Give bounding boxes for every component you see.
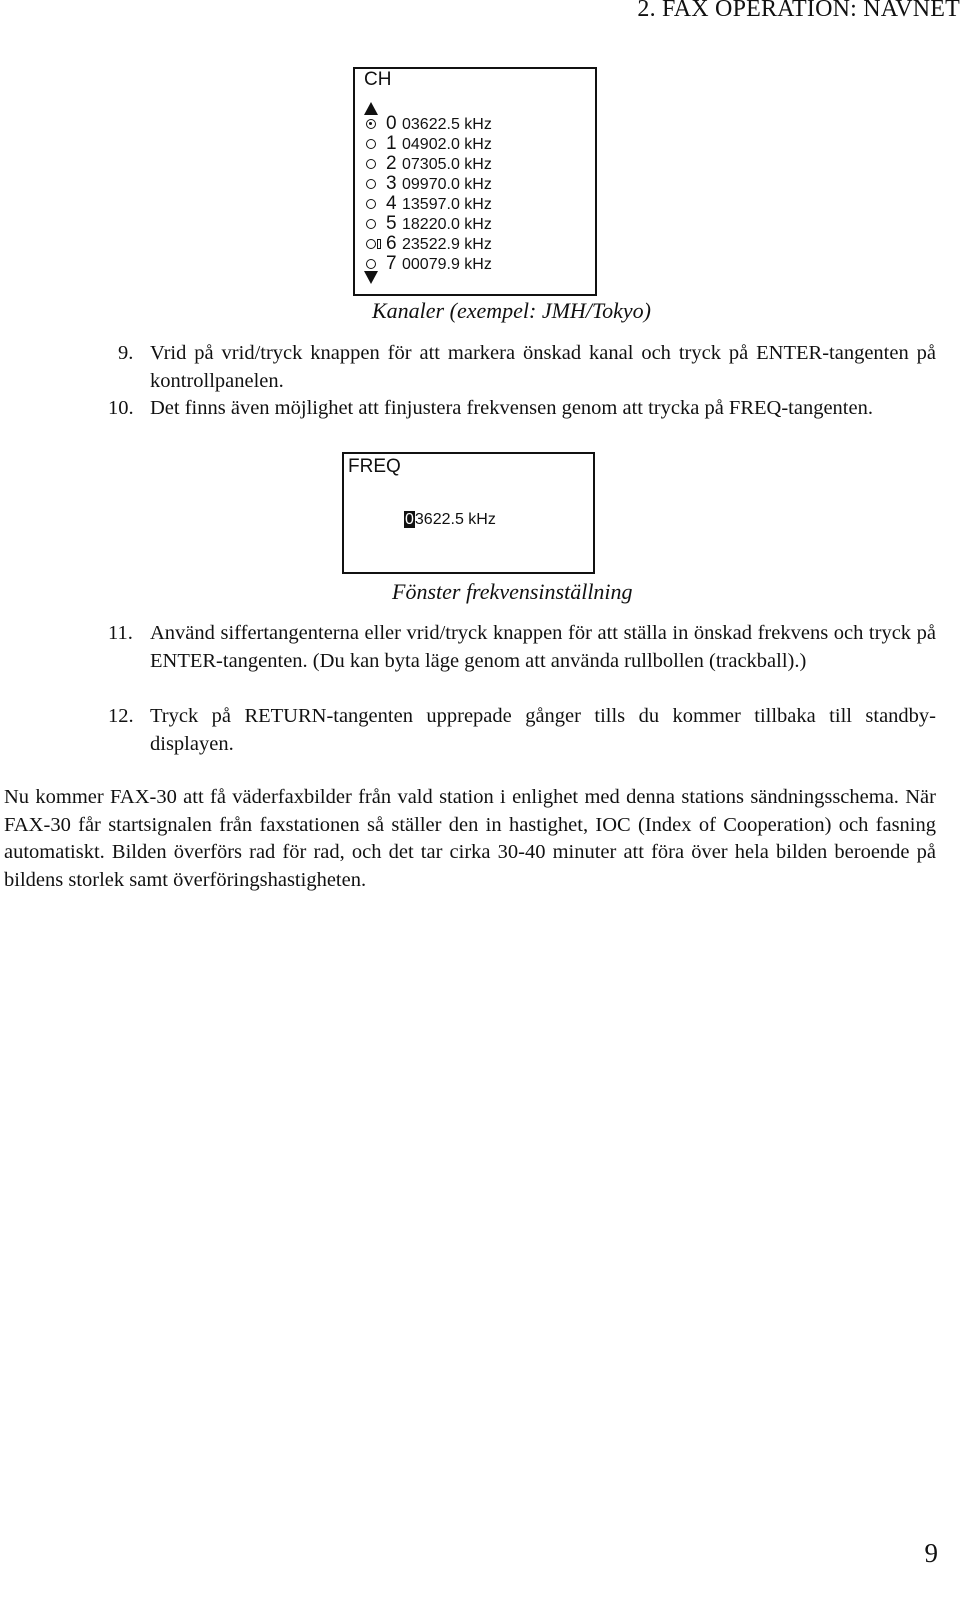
- channel-frequency: 07305.0 kHz: [402, 156, 492, 173]
- step-text: Det finns även möjlighet att finjustera frekvensen genom att trycka på FREQ-tangenten.: [150, 397, 873, 419]
- channel-frequency: 23522.9 kHz: [402, 236, 492, 253]
- step-item: [108, 620, 936, 675]
- channel-number: 7: [386, 253, 397, 274]
- channel-number: 6: [386, 233, 397, 254]
- channel-row: [364, 194, 584, 214]
- channel-window-caption: Kanaler (exempel: JMH/Tokyo): [372, 298, 651, 323]
- cursor-icon: [377, 239, 381, 249]
- frequency-value: [404, 511, 496, 529]
- channel-number: 1: [386, 133, 397, 154]
- channel-frequency: 09970.0 kHz: [402, 176, 492, 193]
- step-number: 12.: [108, 705, 134, 727]
- step-text: Tryck på RETURN-tangenten upprepade gånger tills du kommer tillbaka till standby-displayen.: [150, 705, 936, 755]
- channel-frequency: 04902.0 kHz: [402, 136, 492, 153]
- channel-row: [364, 214, 584, 234]
- channel-window: [353, 67, 597, 296]
- channel-number: 5: [386, 213, 397, 234]
- body-paragraph: Nu kommer FAX-30 att få väderfaxbilder från vald station i enlighet med denna stations sändningsschema. När FAX-30 får startsignalen från faxstationen så ställer den in hastighet, IOC (Index of Cooperation) och fasning automatiskt. Bilden överförs rad för rad, och det tar cirka 30-40 minuter att föra över hela bilden beroende på bildens storlek samt överföringshastigheten.: [4, 786, 936, 891]
- frequency-cursor-digit: 0: [405, 511, 414, 528]
- page-header: 2. FAX OPERATION: NAVNET: [637, 0, 960, 22]
- channel-row: [364, 254, 584, 274]
- radio-icon: [366, 219, 376, 229]
- step-number: 11.: [108, 622, 133, 644]
- step-item: [108, 703, 936, 758]
- step-item: [118, 340, 936, 395]
- channel-row: [364, 234, 584, 254]
- channel-frequency: 13597.0 kHz: [402, 196, 492, 213]
- channel-number: 3: [386, 173, 397, 194]
- channel-row: [364, 154, 584, 174]
- channel-frequency: 18220.0 kHz: [402, 216, 492, 233]
- channel-frequency: 03622.5 kHz: [402, 116, 492, 133]
- scroll-down-icon: [364, 271, 378, 284]
- channel-window-title: CH: [364, 69, 392, 90]
- radio-selected-icon: [366, 119, 376, 129]
- channel-list: [364, 114, 584, 274]
- step-number: 9.: [118, 342, 134, 364]
- radio-icon: [366, 259, 376, 269]
- radio-icon: [366, 159, 376, 169]
- step-item: [108, 395, 936, 423]
- channel-number: 4: [386, 193, 397, 214]
- channel-row: [364, 114, 584, 134]
- step-number: 10.: [108, 397, 134, 419]
- page-number: 9: [924, 1538, 938, 1568]
- frequency-window-title: FREQ: [348, 456, 401, 477]
- channel-row: [364, 134, 584, 154]
- channel-frequency: 00079.9 kHz: [402, 256, 492, 273]
- step-text: Vrid på vrid/tryck knappen för att markera önskad kanal och tryck på ENTER-tangenten på kontrollpanelen.: [150, 342, 936, 392]
- radio-icon: [366, 179, 376, 189]
- channel-number: 2: [386, 153, 397, 174]
- frequency-window-caption: Fönster frekvensinställning: [392, 579, 633, 604]
- radio-icon: [366, 199, 376, 209]
- radio-icon: [366, 239, 376, 249]
- frequency-value-rest: 3622.5 kHz: [414, 511, 496, 528]
- channel-row: [364, 174, 584, 194]
- radio-icon: [366, 139, 376, 149]
- step-text: Använd siffertangenterna eller vrid/tryck knappen för att ställa in önskad frekvens och tryck på ENTER-tangenten. (Du kan byta läge genom att använda rullbollen (trackball).): [150, 622, 936, 672]
- channel-number: 0: [386, 113, 397, 134]
- frequency-window: [342, 452, 595, 574]
